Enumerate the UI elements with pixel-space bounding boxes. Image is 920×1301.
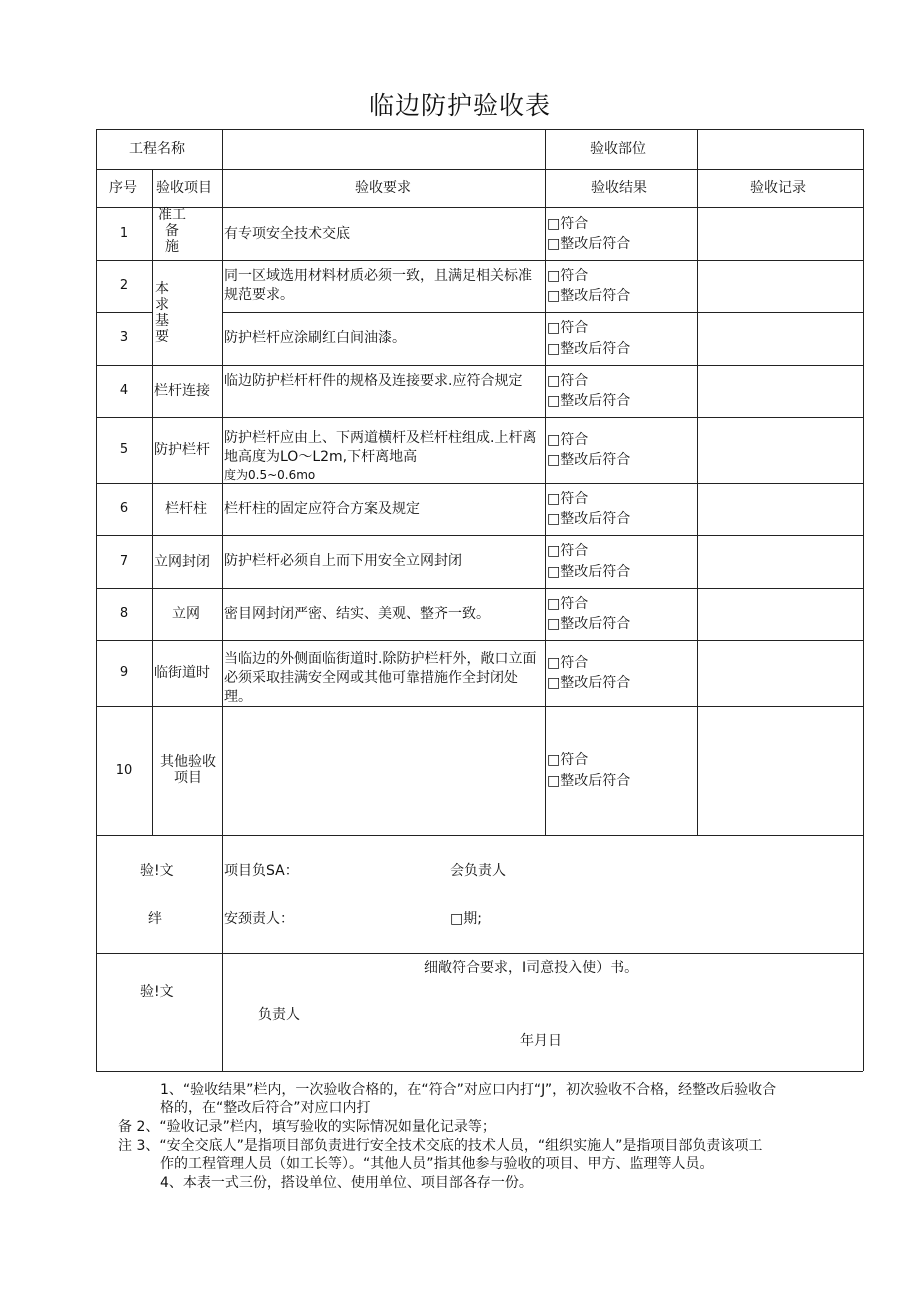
item-label: 准工 备 施 [158, 207, 186, 255]
requirement-text: 密目网封闭严密、结实、美观、整齐一致。 [224, 606, 490, 622]
row-number: 4 [119, 383, 129, 398]
date-label: □期; [450, 911, 482, 927]
row-divider [96, 417, 863, 418]
row-divider [96, 835, 863, 836]
table-border-bottom [96, 1071, 863, 1072]
page-title: 临边防护验收表 [368, 91, 551, 120]
requirement-text: 防护栏杆应由上、下两道横杆及栏杆柱组成.上杆离地高度为LO～L2m,下杆离地高 [224, 430, 537, 465]
pass-after-fix-checkbox[interactable]: □整改后符合 [547, 288, 631, 304]
pass-checkbox[interactable]: □符合 [547, 268, 589, 284]
meeting-owner-label: 会负责人 [450, 863, 506, 879]
pass-after-fix-checkbox[interactable]: □整改后符合 [547, 675, 631, 691]
pass-after-fix-checkbox[interactable]: □整改后符合 [547, 564, 631, 580]
signoff-label: 验!文 [140, 984, 174, 1000]
project-name-label: 工程名称 [129, 141, 185, 157]
pass-checkbox[interactable]: □符合 [547, 320, 589, 336]
pass-checkbox[interactable]: □符合 [547, 491, 589, 507]
note-1-cont: 格的，在“整改后符合”对应口内打 [160, 1100, 371, 1116]
pass-checkbox[interactable]: □符合 [547, 596, 589, 612]
project-owner-label: 项目负SA： [224, 863, 299, 879]
row-number: 10 [115, 763, 133, 778]
col-divider [152, 169, 153, 835]
signoff-label: 绊 [148, 911, 162, 927]
row-divider [96, 207, 863, 208]
item-label: 立网封闭 [154, 554, 210, 570]
requirement-text: 临边防护栏杆杆件的规格及连接要求.应符合规定 [224, 373, 523, 389]
col-header-result: 验收结果 [591, 180, 647, 196]
pass-checkbox[interactable]: □符合 [547, 752, 589, 768]
pass-after-fix-checkbox[interactable]: □整改后符合 [547, 341, 631, 357]
row-number: 5 [119, 442, 129, 457]
col-divider [222, 129, 223, 1071]
row-divider [96, 312, 152, 313]
table-border-top [96, 129, 863, 130]
conclusion-text: 细敞符合要求，I司意投入使）书。 [424, 960, 639, 976]
pass-checkbox[interactable]: □符合 [547, 543, 589, 559]
item-label: 其他验收 项目 [160, 754, 216, 786]
note-4: 4、本表一式三份，搭设单位、使用单位、项目部各存一份。 [160, 1175, 533, 1191]
row-number: 3 [119, 330, 129, 345]
item-label: 防护栏杆 [154, 442, 210, 458]
row-number: 1 [119, 226, 129, 241]
row-divider [96, 953, 863, 954]
pass-after-fix-checkbox[interactable]: □整改后符合 [547, 773, 631, 789]
item-label: 本 求 基 要 [155, 281, 169, 345]
col-divider [545, 129, 546, 835]
row-number: 2 [119, 278, 129, 293]
pass-checkbox[interactable]: □符合 [547, 373, 589, 389]
item-label: 临街道时 [154, 665, 210, 681]
row-number: 9 [119, 665, 129, 680]
col-header-item: 验收项目 [156, 180, 212, 196]
row-divider [96, 169, 863, 170]
pass-after-fix-checkbox[interactable]: □整改后符合 [547, 452, 631, 468]
requirement-text: 有专项安全技术交底 [224, 226, 350, 242]
row-divider [96, 365, 863, 366]
pass-after-fix-checkbox[interactable]: □整改后符合 [547, 393, 631, 409]
requirement-text: 同一区域选用材料材质必须一致，且满足相关标准规范要求。 [224, 268, 532, 303]
note-3: 注 3、“安全交底人”是指项目部负责进行安全技术交底的技术人员，“组织实施人”是指项目部负责该项工 [118, 1138, 763, 1154]
row-divider [222, 312, 863, 313]
table-border-right [863, 129, 864, 1071]
col-header-requirement: 验收要求 [355, 180, 411, 196]
row-number: 7 [119, 554, 129, 569]
row-divider [96, 535, 863, 536]
row-divider [96, 640, 863, 641]
col-header-record: 验收记录 [750, 180, 806, 196]
requirement-text: 当临边的外侧面临街道时.除防护栏杆外，敞口立面必须采取挂满安全网或其他可靠措施作全封闭处理。 [224, 651, 537, 705]
requirement-text-cont: 度为0.5~0.6mo [224, 468, 316, 482]
date-text: 年月日 [520, 1033, 562, 1049]
item-label: 栏杆连接 [154, 383, 210, 399]
item-label: 栏杆柱 [165, 501, 207, 517]
requirement-text: 防护栏杆必须自上而下用安全立网封闭 [224, 553, 462, 569]
note-1: 1、“验收结果”栏内，一次验收合格的，在“符合”对应口内打“J”，初次验收不合格，经整改后验收合 [160, 1082, 777, 1098]
pass-checkbox[interactable]: □符合 [547, 655, 589, 671]
pass-checkbox[interactable]: □符合 [547, 432, 589, 448]
row-divider [96, 260, 863, 261]
row-number: 8 [119, 606, 129, 621]
item-label: 立网 [172, 606, 200, 622]
signoff-label: 验!文 [140, 863, 174, 879]
note-3-cont: 作的工程管理人员（如工长等）。“其他人员”指其他参与验收的项目、甲方、监理等人员。 [160, 1156, 714, 1172]
acceptance-part-label: 验收部位 [590, 141, 646, 157]
pass-checkbox[interactable]: □符合 [547, 216, 589, 232]
pass-after-fix-checkbox[interactable]: □整改后符合 [547, 511, 631, 527]
pass-after-fix-checkbox[interactable]: □整改后符合 [547, 236, 631, 252]
safety-owner-label: 安颈责人： [224, 911, 294, 927]
row-divider [96, 588, 863, 589]
col-divider [697, 129, 698, 835]
requirement-text: 防护栏杆应涂刷红白间油漆。 [224, 330, 406, 346]
pass-after-fix-checkbox[interactable]: □整改后符合 [547, 616, 631, 632]
requirement-text: 栏杆柱的固定应符合方案及规定 [224, 501, 420, 517]
table-border-left [96, 129, 97, 1071]
acceptance-part-field[interactable] [699, 131, 861, 167]
note-2: 备 2、“验收记录”栏内，填写验收的实际情况如量化记录等； [118, 1119, 496, 1135]
row-number: 6 [119, 501, 129, 516]
project-name-field[interactable] [224, 131, 543, 167]
col-header-no: 序号 [109, 180, 137, 196]
owner-label: 负责人 [258, 1007, 300, 1023]
